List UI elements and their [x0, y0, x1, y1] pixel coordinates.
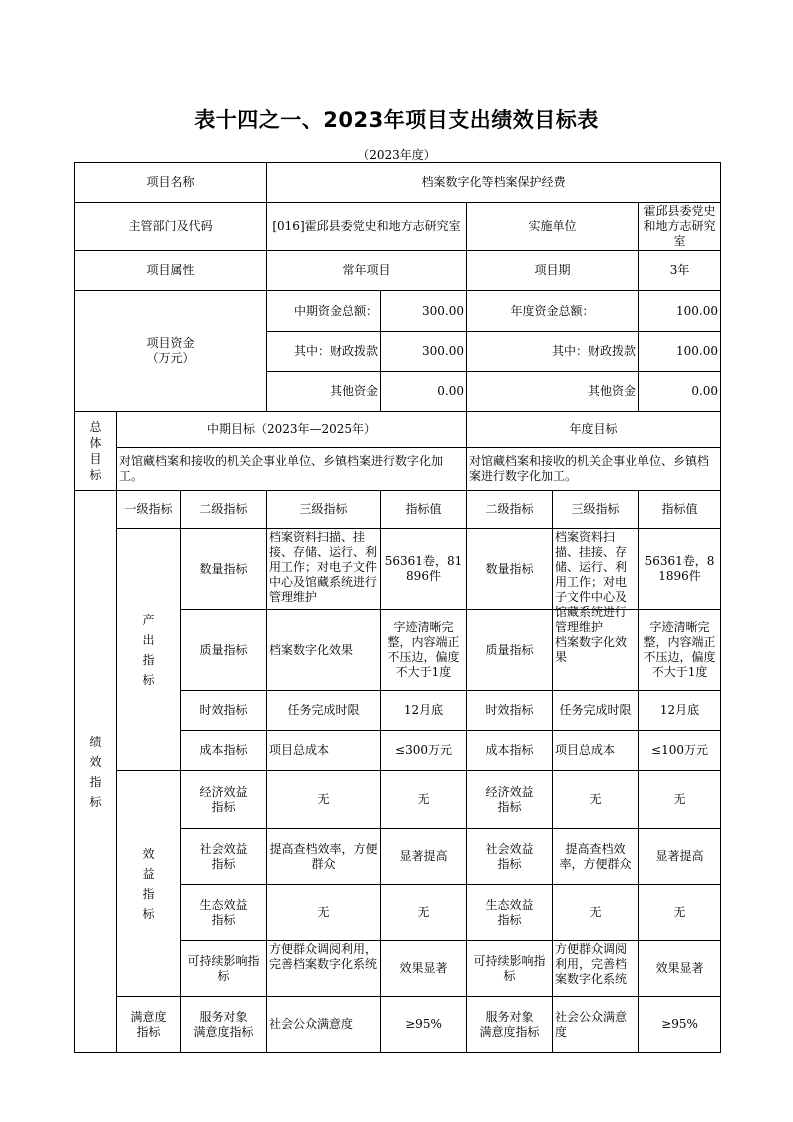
table-row-year-l2: 社会效益 指标 — [467, 829, 553, 885]
table-row-year-value: 字迹清晰完整，内容端正不压边，偏度不大于1度 — [639, 610, 721, 691]
table-row-year-l3: 任务完成时限 — [553, 691, 639, 731]
funds-label: 项目资金 （万元） — [75, 291, 267, 412]
table-row-year-l3: 无 — [553, 885, 639, 941]
table-row-l2: 社会效益 指标 — [181, 829, 267, 885]
mid-fiscal-value: 300.00 — [381, 332, 467, 372]
year-total-label: 年度资金总额： — [467, 291, 639, 332]
table-row-l3: 社会公众满意度 — [267, 997, 381, 1053]
mid-fiscal-label: 其中：财政拨款 — [267, 332, 381, 372]
table-row-year-l2: 经济效益 指标 — [467, 771, 553, 829]
header-level1: 一级指标 — [117, 491, 181, 529]
goals-label: 总 体 目 标 — [75, 412, 117, 491]
table-row-year-value: 12月底 — [639, 691, 721, 731]
year-goal-text: 对馆藏档案和接收的机关企事业单位、乡镇档案进行数字化加工。 — [467, 448, 721, 491]
table-row-value: ≥95% — [381, 997, 467, 1053]
table-row-year-l3: 档案数字化效果 — [553, 610, 639, 691]
table-row-year-value: ≥95% — [639, 997, 721, 1053]
table-row-l3: 提高查档效率，方便群众 — [267, 829, 381, 885]
table-row-year-l3: 提高查档效率，方便群众 — [553, 829, 639, 885]
table-row-l2: 可持续影响指标 — [181, 941, 267, 997]
table-row-year-value: 效果显著 — [639, 941, 721, 997]
header-year-level2: 二级指标 — [467, 491, 553, 529]
satisfaction-label: 满意度 指标 — [117, 997, 181, 1053]
table-row-l3: 档案资料扫描、挂接、存储、运行、利用工作；对电子文件中心及馆藏系统进行管理维护 — [267, 529, 381, 610]
mid-goal-text: 对馆藏档案和接收的机关企事业单位、乡镇档案进行数字化加工。 — [117, 448, 467, 491]
mid-total-value: 300.00 — [381, 291, 467, 332]
year-fiscal-label: 其中：财政拨款 — [467, 332, 639, 372]
table-row-year-value: 显著提高 — [639, 829, 721, 885]
impl-value: 霍邱县委党史和地方志研究室 — [639, 203, 721, 251]
project-name-value: 档案数字化等档案保护经费 — [267, 163, 721, 203]
mid-total-label: 中期资金总额： — [267, 291, 381, 332]
attr-value: 常年项目 — [267, 251, 467, 291]
table-row-year-value: 56361卷，81896件 — [639, 529, 721, 610]
table-row-l3: 项目总成本 — [267, 731, 381, 771]
table-row-value: 无 — [381, 771, 467, 829]
output-label: 产 出 指 标 — [117, 529, 181, 771]
mid-goal-header: 中期目标（2023年—2025年） — [117, 412, 467, 448]
table-row-value: 显著提高 — [381, 829, 467, 885]
effect-label: 效 益 指 标 — [117, 771, 181, 997]
table-row-year-l3: 无 — [553, 771, 639, 829]
mid-other-label: 其他资金 — [267, 372, 381, 412]
table-row-l2: 质量指标 — [181, 610, 267, 691]
table-row-year-l3: 项目总成本 — [553, 731, 639, 771]
table-row-year-l2: 成本指标 — [467, 731, 553, 771]
impl-label: 实施单位 — [467, 203, 639, 251]
table-row-value: 效果显著 — [381, 941, 467, 997]
table-row-l3: 任务完成时限 — [267, 691, 381, 731]
mid-other-value: 0.00 — [381, 372, 467, 412]
year-fiscal-value: 100.00 — [639, 332, 721, 372]
header-year-level3: 三级指标 — [553, 491, 639, 529]
table-row-l2: 生态效益 指标 — [181, 885, 267, 941]
table-row-l3: 无 — [267, 885, 381, 941]
year-total-value: 100.00 — [639, 291, 721, 332]
header-level3: 三级指标 — [267, 491, 381, 529]
header-level2: 二级指标 — [181, 491, 267, 529]
table-row-l3: 方便群众调阅利用，完善档案数字化系统 — [267, 941, 381, 997]
table-row-year-l2: 可持续影响指标 — [467, 941, 553, 997]
table-row-value: 12月底 — [381, 691, 467, 731]
table-row-year-l2: 生态效益 指标 — [467, 885, 553, 941]
table-row-year-l3: 社会公众满意度 — [553, 997, 639, 1053]
header-year-value: 指标值 — [639, 491, 721, 529]
table-row-year-value: ≤100万元 — [639, 731, 721, 771]
table-row-year-l2: 质量指标 — [467, 610, 553, 691]
table-row-value: 字迹清晰完整，内容端正不压边，偏度不大于1度 — [381, 610, 467, 691]
table-row-year-l3: 档案资料扫描、挂接、存储、运行、利用工作；对电子文件中心及馆藏系统进行管理维护 — [553, 529, 639, 610]
table-row-year-l2: 服务对象 满意度指标 — [467, 997, 553, 1053]
table-row-year-l3: 方便群众调阅利用，完善档案数字化系统 — [553, 941, 639, 997]
performance-table — [74, 162, 721, 1053]
table-row-l3: 无 — [267, 771, 381, 829]
table-row-l2: 经济效益 指标 — [181, 771, 267, 829]
table-row-year-l2: 数量指标 — [467, 529, 553, 610]
table-row-l2: 时效指标 — [181, 691, 267, 731]
table-row-year-l2: 时效指标 — [467, 691, 553, 731]
table-row-value: 无 — [381, 885, 467, 941]
table-row-l2: 数量指标 — [181, 529, 267, 610]
table-row-l2: 成本指标 — [181, 731, 267, 771]
table-row-l3: 档案数字化效果 — [267, 610, 381, 691]
table-row-year-value: 无 — [639, 885, 721, 941]
year-goal-header: 年度目标 — [467, 412, 721, 448]
year-other-value: 0.00 — [639, 372, 721, 412]
attr-label: 项目属性 — [75, 251, 267, 291]
table-row-l2: 服务对象 满意度指标 — [181, 997, 267, 1053]
period-label: 项目期 — [467, 251, 639, 291]
perf-label: 绩 效 指 标 — [75, 491, 117, 1053]
table-row-value: ≤300万元 — [381, 731, 467, 771]
year-other-label: 其他资金 — [467, 372, 639, 412]
project-name-label: 项目名称 — [75, 163, 267, 203]
dept-value: [016]霍邱县委党史和地方志研究室 — [267, 203, 467, 251]
period-value: 3年 — [639, 251, 721, 291]
header-value: 指标值 — [381, 491, 467, 529]
table-row-value: 56361卷，81896件 — [381, 529, 467, 610]
page-title: 表十四之一、2023年项目支出绩效目标表 — [194, 108, 599, 132]
table-row-year-value: 无 — [639, 771, 721, 829]
dept-label: 主管部门及代码 — [75, 203, 267, 251]
year-note: （2023年度） — [357, 148, 436, 162]
